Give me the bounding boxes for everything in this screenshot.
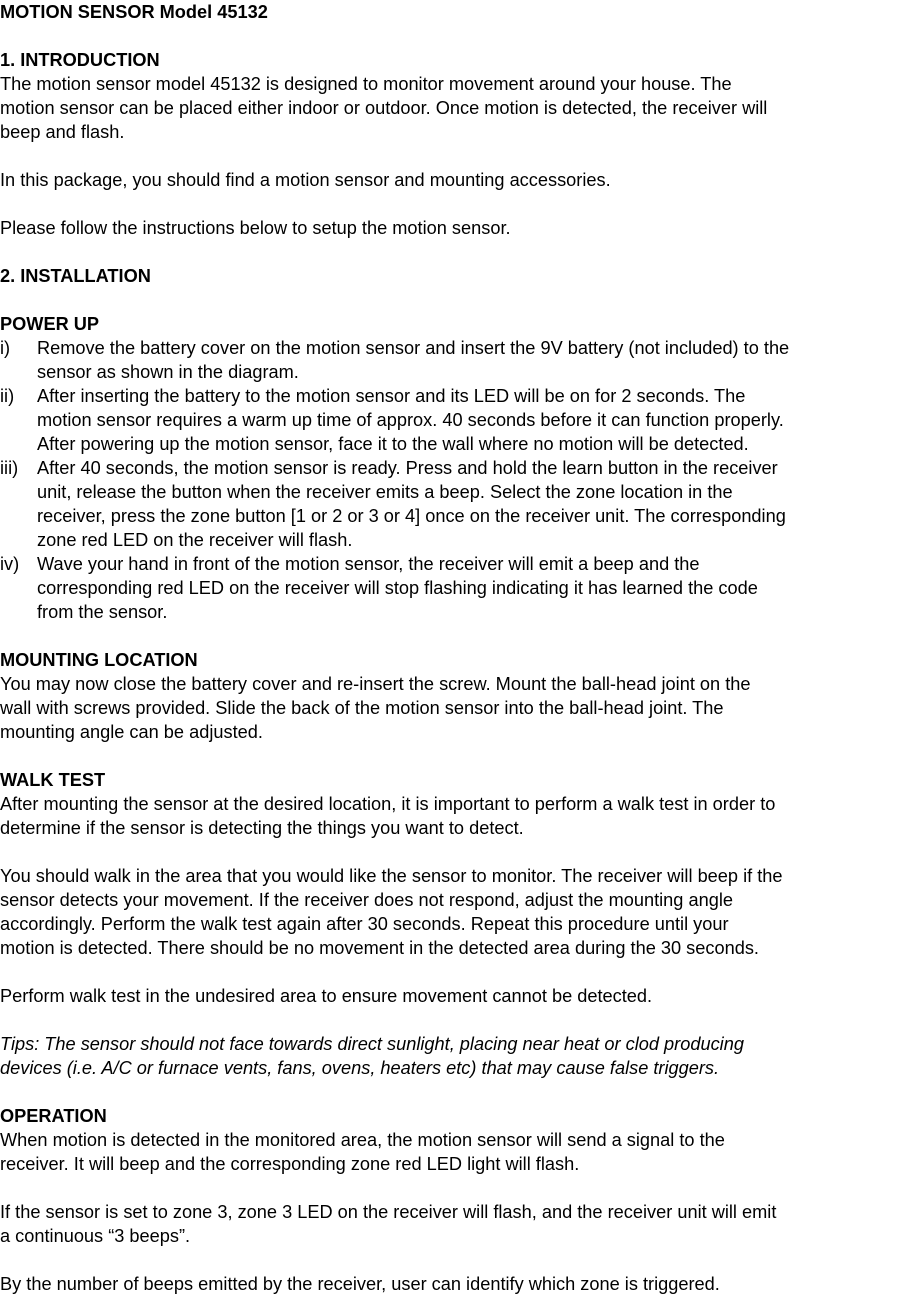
- intro-paragraph-line: beep and flash.: [0, 122, 125, 142]
- spacer: [0, 192, 898, 216]
- step-text-line: After powering up the motion sensor, face it to the wall where no motion will be detected.: [37, 434, 749, 454]
- introduction-section: [0, 48, 898, 264]
- spacer: [0, 144, 898, 168]
- operation-heading: OPERATION: [0, 1106, 107, 1126]
- step-number: iv): [0, 554, 20, 574]
- spacer: [0, 840, 898, 864]
- step-number: iii): [0, 458, 19, 478]
- mounting-text-line: mounting angle can be adjusted.: [0, 722, 263, 742]
- intro-package-contents: In this package, you should find a motion sensor and mounting accessories.: [0, 170, 611, 190]
- mounting-location-heading: MOUNTING LOCATION: [0, 650, 198, 670]
- step-number: i): [0, 338, 11, 358]
- step-text-line: sensor as shown in the diagram.: [37, 362, 299, 382]
- power-up-step: [0, 456, 898, 552]
- power-up-step: [0, 336, 898, 384]
- tips-text-line: devices (i.e. A/C or furnace vents, fans, ovens, heaters etc) that may cause false triggers.: [0, 1058, 720, 1078]
- power-up-step: [0, 384, 898, 456]
- step-number: ii): [0, 386, 15, 406]
- intro-instructions-note: Please follow the instructions below to setup the motion sensor.: [0, 218, 511, 238]
- step-text-line: receiver, press the zone button [1 or 2 or 3 or 4] once on the receiver unit. The corresponding: [37, 506, 786, 526]
- operation-text-line: By the number of beeps emitted by the receiver, user can identify which zone is triggered.: [0, 1274, 720, 1294]
- operation-text-line: When motion is detected in the monitored area, the motion sensor will send a signal to the: [0, 1130, 725, 1150]
- step-text-line: After 40 seconds, the motion sensor is ready. Press and hold the learn button in the receiver: [37, 458, 778, 478]
- walk-test-text-line: accordingly. Perform the walk test again after 30 seconds. Repeat this procedure until your: [0, 914, 729, 934]
- step-text-line: motion sensor requires a warm up time of approx. 40 seconds before it can function properly.: [37, 410, 784, 430]
- power-up-step: [0, 552, 898, 624]
- step-text-line: Remove the battery cover on the motion sensor and insert the 9V battery (not included) to the: [37, 338, 790, 358]
- power-up-heading: POWER UP: [0, 314, 100, 334]
- intro-paragraph-line: The motion sensor model 45132 is designed to monitor movement around your house. The: [0, 74, 732, 94]
- spacer: [0, 288, 898, 312]
- step-text-line: unit, release the button when the receiver emits a beep. Select the zone location in the: [37, 482, 733, 502]
- step-text-line: Wave your hand in front of the motion sensor, the receiver will emit a beep and the: [37, 554, 700, 574]
- operation-text-line: receiver. It will beep and the corresponding zone red LED light will flash.: [0, 1154, 580, 1174]
- spacer: [0, 1176, 898, 1200]
- spacer: [0, 624, 898, 648]
- spacer: [0, 1008, 898, 1032]
- mounting-text-line: wall with screws provided. Slide the back of the motion sensor into the ball-head joint. The: [0, 698, 724, 718]
- step-text-line: zone red LED on the receiver will flash.: [37, 530, 353, 550]
- step-text-line: corresponding red LED on the receiver will stop flashing indicating it has learned the code: [37, 578, 758, 598]
- spacer: [0, 240, 898, 264]
- spacer: [0, 744, 898, 768]
- operation-text-line: If the sensor is set to zone 3, zone 3 LED on the receiver will flash, and the receiver unit will emit: [0, 1202, 777, 1222]
- intro-paragraph-line: motion sensor can be placed either indoor or outdoor. Once motion is detected, the receiver will: [0, 98, 768, 118]
- spacer: [0, 960, 898, 984]
- spacer: [0, 1248, 898, 1272]
- walk-test-text-line: motion is detected. There should be no movement in the detected area during the 30 seconds.: [0, 938, 759, 958]
- step-text-line: from the sensor.: [37, 602, 168, 622]
- document-title: MOTION SENSOR Model 45132: [0, 2, 268, 22]
- spacer: [0, 1080, 898, 1104]
- mounting-text-line: You may now close the battery cover and re-insert the screw. Mount the ball-head joint on the: [0, 674, 751, 694]
- walk-test-text-line: determine if the sensor is detecting the things you want to detect.: [0, 818, 524, 838]
- operation-text-line: a continuous “3 beeps”.: [0, 1226, 191, 1246]
- installation-section: [0, 264, 898, 1296]
- walk-test-text-line: Perform walk test in the undesired area to ensure movement cannot be detected.: [0, 986, 653, 1006]
- walk-test-text-line: You should walk in the area that you would like the sensor to monitor. The receiver will beep if the: [0, 866, 783, 886]
- walk-test-heading: WALK TEST: [0, 770, 106, 790]
- installation-heading: 2. INSTALLATION: [0, 266, 151, 286]
- walk-test-text-line: sensor detects your movement. If the receiver does not respond, adjust the mounting angle: [0, 890, 733, 910]
- walk-test-text-line: After mounting the sensor at the desired location, it is important to perform a walk test in order to: [0, 794, 776, 814]
- tips-text-line: Tips: The sensor should not face towards direct sunlight, placing near heat or clod producing: [0, 1034, 744, 1054]
- step-text-line: After inserting the battery to the motion sensor and its LED will be on for 2 seconds. The: [37, 386, 746, 406]
- spacer: [0, 24, 898, 48]
- introduction-heading: 1. INTRODUCTION: [0, 50, 160, 70]
